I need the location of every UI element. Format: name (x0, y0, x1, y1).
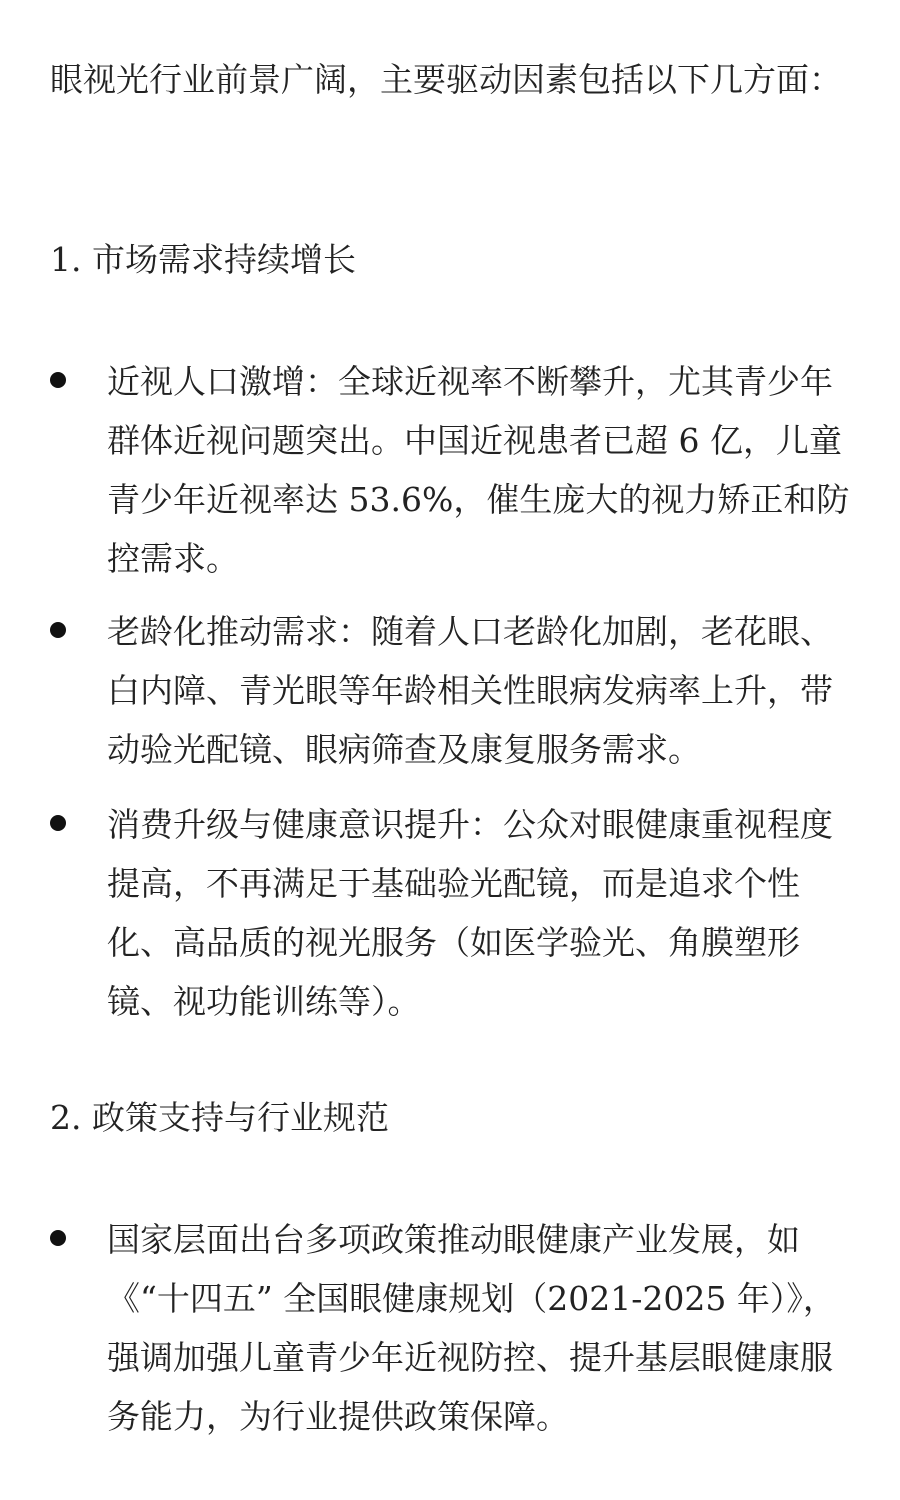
bullet-dot-icon (50, 372, 66, 388)
list-item-text: 消费升级与健康意识提升：公众对眼健康重视程度提高，不再满足于基础验光配镜，而是追求个性化、高品质的视光服务（如医学验光、角膜塑形镜、视功能训练等）。 (107, 805, 833, 1021)
list-item-national-policy (50, 1210, 850, 1446)
list-item-text: 近视人口激增：全球近视率不断攀升，尤其青少年群体近视问题突出。中国近视患者已超 6 亿，儿童青少年近视率达 53.6%，催生庞大的视力矫正和防控需求。 (107, 362, 850, 578)
bullet-dot-icon (50, 622, 66, 638)
list-item-text: 老龄化推动需求：随着人口老龄化加剧，老花眼、白内障、青光眼等年龄相关性眼病发病率上升，带动验光配镜、眼病筛查及康复服务需求。 (107, 612, 833, 769)
list-item-aging (50, 602, 850, 779)
list-item-text: 国家层面出台多项政策推动眼健康产业发展，如《“十四五” 全国眼健康规划（2021-2025 年）》，强调加强儿童青少年近视防控、提升基层眼健康服务能力，为行业提供政策保障。 (107, 1220, 836, 1436)
intro-paragraph: 眼视光行业前景广阔，主要驱动因素包括以下几方面： (50, 60, 842, 99)
bullet-dot-icon (50, 815, 66, 831)
section-heading-policy: 2. 政策支持与行业规范 (50, 1098, 389, 1137)
list-item-consumption-upgrade (50, 795, 850, 1031)
list-item-myopia (50, 352, 850, 588)
bullet-dot-icon (50, 1230, 66, 1246)
section-heading-market-demand: 1. 市场需求持续增长 (50, 240, 356, 279)
